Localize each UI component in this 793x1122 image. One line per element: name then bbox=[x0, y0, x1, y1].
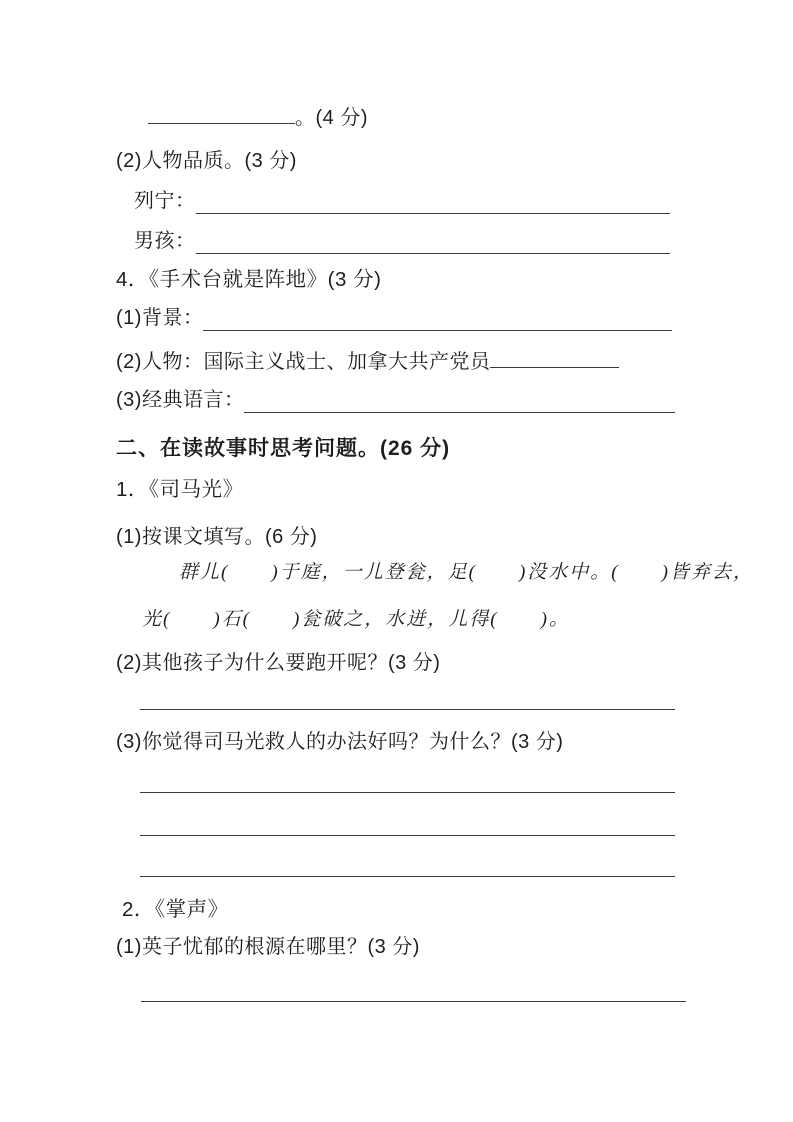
boy-answer-row bbox=[134, 228, 670, 254]
part-two-header: 二、在读故事时思考问题。(26 分) bbox=[116, 437, 451, 460]
q2-yingzi-prompt: (1)英子忧郁的根源在哪里？(3 分) bbox=[116, 936, 420, 958]
q1-sima-guang-title: 1．《司马光》 bbox=[116, 478, 244, 501]
q1-fill-prompt: (1)按课文填写。(6 分) bbox=[116, 526, 318, 548]
classic-quote-label: (3)经典语言： bbox=[116, 389, 245, 411]
classical-passage-line-1: 群儿( )于庭，一儿登瓮，足( )没水中。( )皆弃去， bbox=[179, 562, 754, 583]
answer-rule bbox=[140, 792, 675, 793]
answer-rule bbox=[141, 1001, 686, 1002]
q4-classic-quote-row bbox=[116, 387, 675, 413]
q2-applause-title: 2．《掌声》 bbox=[122, 898, 229, 921]
q4-characters-row bbox=[116, 349, 619, 375]
answer-blank bbox=[490, 367, 619, 368]
answer-rule bbox=[140, 835, 675, 836]
characters-label: (2)人物：国际主义战士、加拿大共产党员 bbox=[116, 351, 491, 373]
lenin-answer-row bbox=[134, 188, 670, 214]
q1-method-opinion-prompt: (3)你觉得司马光救人的办法好吗？为什么？(3 分) bbox=[116, 731, 564, 753]
answer-blank bbox=[148, 123, 295, 124]
boy-label: 男孩： bbox=[134, 230, 196, 252]
continuation-answer-line bbox=[148, 105, 368, 131]
answer-blank bbox=[203, 305, 672, 331]
score-suffix: 。(4 分) bbox=[295, 107, 368, 129]
q4-title: 4．《手术台就是阵地》(3 分) bbox=[116, 268, 382, 291]
q4-background-row bbox=[116, 305, 672, 331]
answer-blank bbox=[244, 387, 675, 413]
background-label: (1)背景： bbox=[116, 307, 204, 329]
answer-blank bbox=[196, 228, 671, 254]
q3-sub2-title: (2)人物品质。(3 分) bbox=[116, 150, 297, 172]
lenin-label: 列宁： bbox=[134, 190, 196, 212]
q1-why-run-prompt: (2)其他孩子为什么要跑开呢？(3 分) bbox=[116, 652, 441, 674]
answer-rule bbox=[140, 709, 675, 710]
answer-rule bbox=[140, 876, 675, 877]
classical-passage-line-2: 光( )石( )瓮破之，水迸，儿得( )。 bbox=[142, 609, 570, 630]
answer-blank bbox=[196, 188, 671, 214]
